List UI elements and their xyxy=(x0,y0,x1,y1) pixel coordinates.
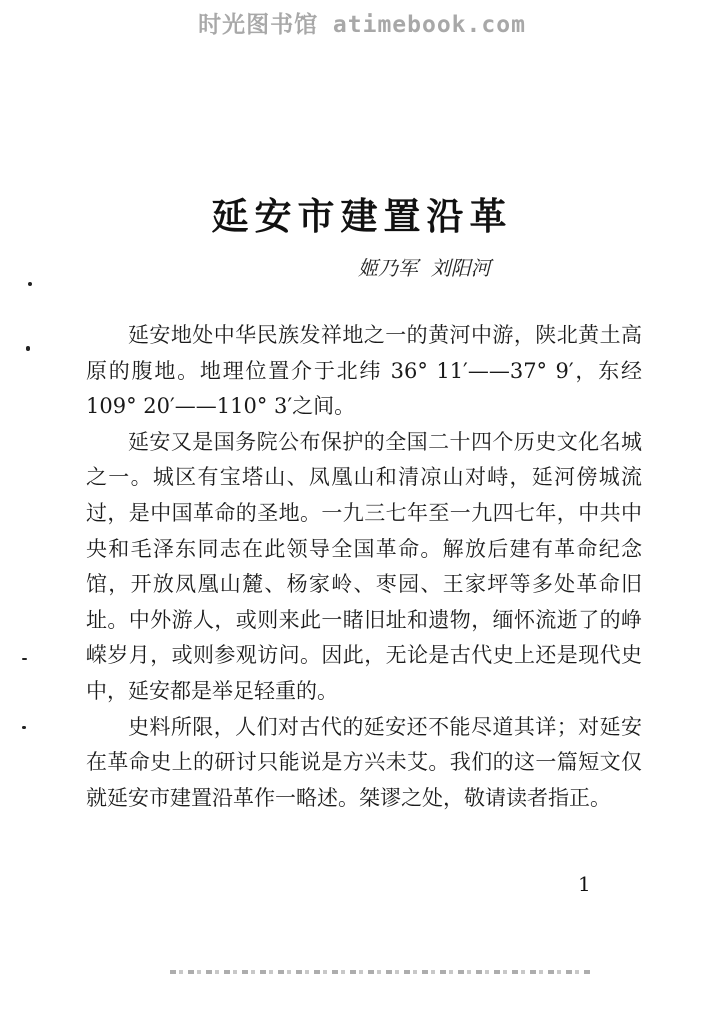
scan-footer-noise xyxy=(170,970,590,974)
page-number: 1 xyxy=(578,872,591,896)
paragraph-3: 史料所限，人们对古代的延安还不能尽道其详；对延安在革命史上的研讨只能说是方兴未艾。我们的这一篇短文仅就延安市建置沿革作一略述。桀谬之处，敬请读者指正。 xyxy=(86,714,642,810)
paragraph-1: 延安地处中华民族发祥地之一的黄河中游，陕北黄土高原的腹地。地理位置介于北纬 36° 11′——37° 9′，东经 109° 20′——110° 3′之间。 xyxy=(86,323,642,419)
article-authors: 姬乃军 刘阳河 xyxy=(358,256,491,280)
article-title: 延安市建置沿革 xyxy=(211,195,513,238)
paragraph-2: 延安又是国务院公布保护的全国二十四个历史文化名城之一。城区有宝塔山、凤凰山和清凉山对峙，延河傍城流过，是中国革命的圣地。一九三七年至一九四七年，中共中央和毛泽东同志在此领导全国革命。解放后建有革命纪念馆，开放凤凰山麓、杨家岭、枣园、王家坪等多处革命旧址。中外游人，或则来此一睹旧址和遗物，缅怀流逝了的峥嵘岁月，或则参观访问。因此，无论是古代史上还是现代史中，延安都是举足轻重的。 xyxy=(86,429,642,703)
article-body xyxy=(86,318,642,816)
watermark-text: 时光图书馆 atimebook.com xyxy=(198,12,526,38)
scan-speck xyxy=(26,346,30,351)
scan-speck xyxy=(22,726,26,729)
scan-speck xyxy=(28,282,32,286)
scan-speck xyxy=(22,658,27,660)
